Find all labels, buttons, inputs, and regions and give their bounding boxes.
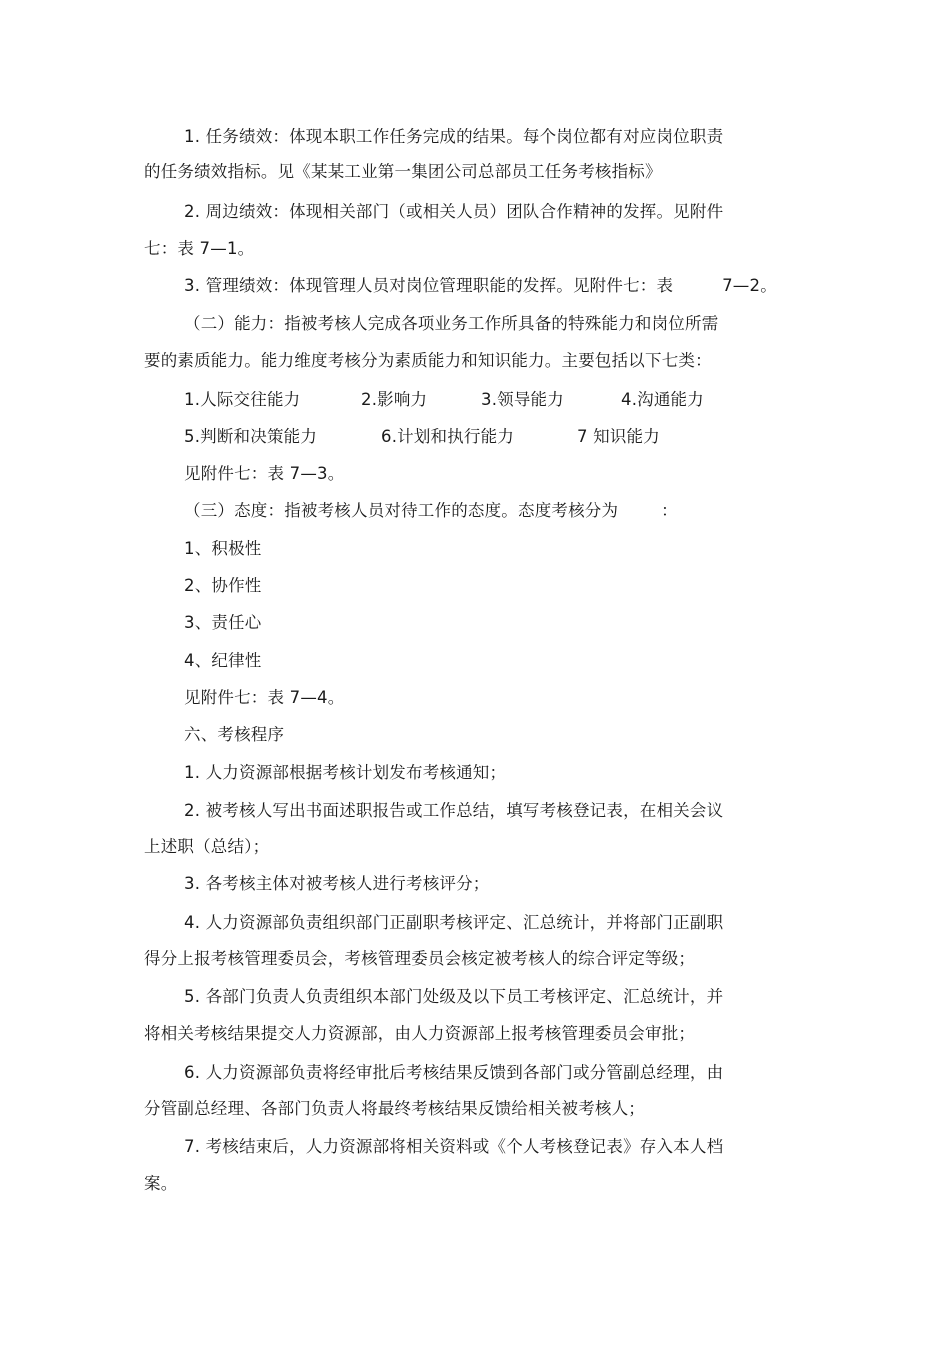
procedure-step-4-line-2: 得分上报考核管理委员会，考核管理委员会核定被考核人的综合评定等级； xyxy=(144,949,696,968)
procedure-step-6-line-2: 分管副总经理、各部门负责人将最终考核结果反馈给相关被考核人； xyxy=(144,1099,645,1118)
procedure-step-5-line-1: 5. 各部门负责人负责组织本部门处级及以下员工考核评定、汇总统计，并 xyxy=(184,987,724,1006)
attitude-item-1: 1、积极性 xyxy=(184,539,262,558)
ability-item-5: 5.判断和决策能力 xyxy=(184,427,318,446)
peripheral-performance-line-1: 2. 周边绩效：体现相关部门（或相关人员）团队合作精神的发挥。见附件 xyxy=(184,202,724,221)
attitude-section-text: （三）态度：指被考核人员对待工作的态度。态度考核分为 xyxy=(184,501,619,520)
procedure-step-7-line-2: 案。 xyxy=(144,1174,178,1193)
ability-item-7: 7 知识能力 xyxy=(577,427,660,446)
procedure-step-7-line-1: 7. 考核结束后，人力资源部将相关资料或《个人考核登记表》存入本人档 xyxy=(184,1137,724,1156)
procedure-step-2-line-1: 2. 被考核人写出书面述职报告或工作总结，填写考核登记表，在相关会议 xyxy=(184,801,724,820)
attitude-appendix-ref: 见附件七：表 7—4。 xyxy=(184,688,345,707)
attitude-item-4: 4、纪律性 xyxy=(184,651,262,670)
attitude-item-2: 2、协作性 xyxy=(184,576,262,595)
procedure-step-1: 1. 人力资源部根据考核计划发布考核通知； xyxy=(184,763,507,782)
procedure-step-6-line-1: 6. 人力资源部负责将经审批后考核结果反馈到各部门或分管副总经理，由 xyxy=(184,1063,724,1082)
management-performance-line xyxy=(184,275,777,297)
management-performance-ref: 7—2。 xyxy=(722,276,777,295)
procedure-step-2-line-2: 上述职（总结）； xyxy=(144,837,270,856)
task-performance-line-1: 1. 任务绩效：体现本职工作任务完成的结果。每个岗位都有对应岗位职责 xyxy=(184,127,724,146)
ability-item-1: 1.人际交往能力 xyxy=(184,390,301,409)
procedure-step-5-line-2: 将相关考核结果提交人力资源部，由人力资源部上报考核管理委员会审批； xyxy=(144,1024,696,1043)
ability-item-4: 4.沟通能力 xyxy=(621,390,704,409)
attitude-section-line xyxy=(184,500,678,522)
procedure-step-4-line-1: 4. 人力资源部负责组织部门正副职考核评定、汇总统计，并将部门正副职 xyxy=(184,913,724,932)
ability-appendix-ref: 见附件七：表 7—3。 xyxy=(184,464,345,483)
attitude-item-3: 3、责任心 xyxy=(184,613,262,632)
task-performance-line-2: 的任务绩效指标。见《某某工业第一集团公司总部员工任务考核指标》 xyxy=(144,162,662,181)
procedure-step-3: 3. 各考核主体对被考核人进行考核评分； xyxy=(184,874,490,893)
ability-section-line-1: （二）能力：指被考核人完成各项业务工作所具备的特殊能力和岗位所需 xyxy=(184,314,719,333)
ability-item-2: 2.影响力 xyxy=(361,390,428,409)
ability-section-line-2: 要的素质能力。能力维度考核分为素质能力和知识能力。主要包括以下七类： xyxy=(144,351,712,370)
peripheral-performance-line-2: 七：表 7—1。 xyxy=(144,239,255,258)
management-performance-text: 3. 管理绩效：体现管理人员对岗位管理职能的发挥。见附件七：表 xyxy=(184,276,674,295)
section-heading-procedure: 六、考核程序 xyxy=(184,725,285,744)
ability-item-6: 6.计划和执行能力 xyxy=(381,427,515,446)
attitude-section-colon: ： xyxy=(661,501,678,520)
ability-item-3: 3.领导能力 xyxy=(481,390,564,409)
